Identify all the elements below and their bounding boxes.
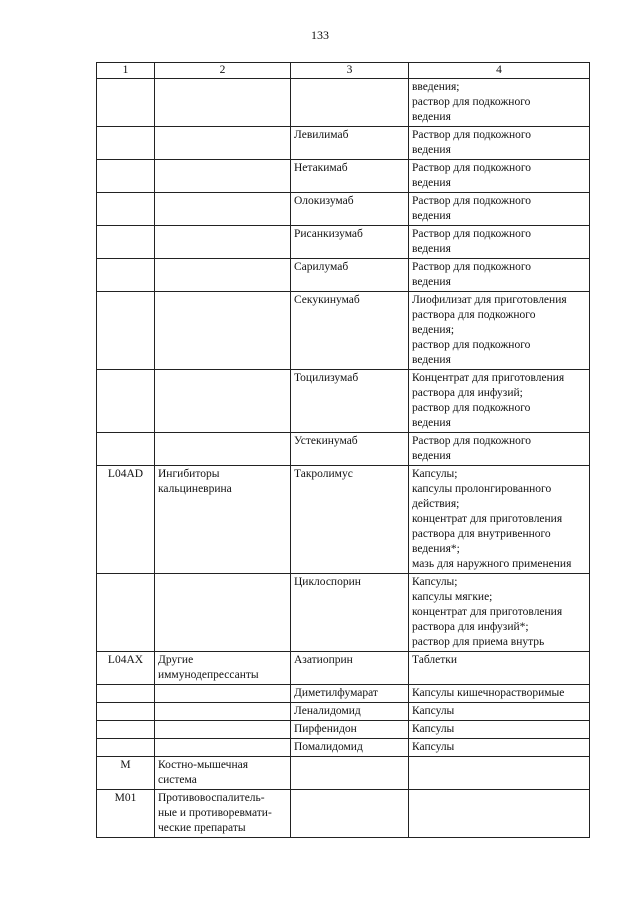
drug-name-cell: Олокизумаб <box>291 193 409 226</box>
group-name-cell <box>155 433 291 466</box>
drug-name-cell: Нетакимаб <box>291 160 409 193</box>
atc-code-cell <box>97 685 155 703</box>
atc-code-cell <box>97 160 155 193</box>
table-row <box>97 226 590 259</box>
page-number: 133 <box>311 28 329 42</box>
dosage-form-cell: Капсулы; капсулы мягкие; концентрат для приготовления раствора для инфузий*; раствор для приема внутрь <box>409 574 590 652</box>
group-name-cell <box>155 160 291 193</box>
drug-list-table <box>96 62 590 838</box>
atc-code-cell <box>97 226 155 259</box>
atc-code-cell: L04AX <box>97 652 155 685</box>
dosage-form-cell: Капсулы <box>409 721 590 739</box>
group-name-cell <box>155 721 291 739</box>
atc-code-cell: L04AD <box>97 466 155 574</box>
drug-name-cell: Секукинумаб <box>291 292 409 370</box>
drug-name-cell: Рисанкизумаб <box>291 226 409 259</box>
table-row <box>97 652 590 685</box>
table-row <box>97 160 590 193</box>
dosage-form-cell: Лиофилизат для приготовления раствора для подкожного ведения; раствор для подкожного ведения <box>409 292 590 370</box>
atc-code-cell <box>97 292 155 370</box>
drug-name-cell: Пирфенидон <box>291 721 409 739</box>
dosage-form-cell: введения; раствор для подкожного ведения <box>409 79 590 127</box>
table-row <box>97 685 590 703</box>
drug-name-cell <box>291 790 409 838</box>
dosage-form-cell: Таблетки <box>409 652 590 685</box>
group-name-cell <box>155 685 291 703</box>
atc-code-cell <box>97 574 155 652</box>
table-row <box>97 703 590 721</box>
drug-name-cell: Тоцилизумаб <box>291 370 409 433</box>
atc-code-cell: M <box>97 757 155 790</box>
drug-name-cell: Леналидомид <box>291 703 409 721</box>
atc-code-cell <box>97 703 155 721</box>
atc-code-cell <box>97 739 155 757</box>
table-row <box>97 370 590 433</box>
atc-code-cell <box>97 721 155 739</box>
table-row <box>97 739 590 757</box>
atc-code-cell <box>97 259 155 292</box>
atc-code-cell <box>97 433 155 466</box>
group-name-cell <box>155 79 291 127</box>
drug-name-cell <box>291 79 409 127</box>
table-row <box>97 193 590 226</box>
table-row <box>97 292 590 370</box>
column-header: 2 <box>155 63 291 79</box>
group-name-cell <box>155 370 291 433</box>
table-header-row <box>97 63 590 79</box>
dosage-form-cell: Раствор для подкожного ведения <box>409 433 590 466</box>
dosage-form-cell: Раствор для подкожного ведения <box>409 259 590 292</box>
dosage-form-cell: Раствор для подкожного ведения <box>409 127 590 160</box>
group-name-cell: Костно-мышечная система <box>155 757 291 790</box>
atc-code-cell <box>97 370 155 433</box>
group-name-cell: Другие иммунодепрессанты <box>155 652 291 685</box>
group-name-cell <box>155 574 291 652</box>
drug-name-cell: Азатиоприн <box>291 652 409 685</box>
drug-name-cell: Сарилумаб <box>291 259 409 292</box>
table-row <box>97 466 590 574</box>
group-name-cell <box>155 259 291 292</box>
dosage-form-cell: Капсулы; капсулы пролонгированного действия; концентрат для приготовления раствора для внутривенного ведения*; мазь для наружного применения <box>409 466 590 574</box>
column-header: 4 <box>409 63 590 79</box>
group-name-cell <box>155 127 291 160</box>
drug-name-cell: Циклоспорин <box>291 574 409 652</box>
drug-name-cell: Помалидомид <box>291 739 409 757</box>
atc-code-cell <box>97 79 155 127</box>
table-row <box>97 433 590 466</box>
group-name-cell: Ингибиторы кальциневрина <box>155 466 291 574</box>
group-name-cell <box>155 193 291 226</box>
dosage-form-cell <box>409 757 590 790</box>
column-header: 3 <box>291 63 409 79</box>
group-name-cell <box>155 292 291 370</box>
table-row <box>97 757 590 790</box>
group-name-cell <box>155 703 291 721</box>
table-row <box>97 127 590 160</box>
dosage-form-cell: Раствор для подкожного ведения <box>409 193 590 226</box>
drug-name-cell: Диметилфумарат <box>291 685 409 703</box>
drug-name-cell: Такролимус <box>291 466 409 574</box>
table-body <box>97 79 590 838</box>
dosage-form-cell: Концентрат для приготовления раствора для инфузий; раствор для подкожного ведения <box>409 370 590 433</box>
dosage-form-cell: Раствор для подкожного ведения <box>409 226 590 259</box>
table-row <box>97 574 590 652</box>
table-row <box>97 259 590 292</box>
drug-name-cell <box>291 757 409 790</box>
table-row <box>97 79 590 127</box>
atc-code-cell: M01 <box>97 790 155 838</box>
table-row <box>97 790 590 838</box>
column-header: 1 <box>97 63 155 79</box>
table-row <box>97 721 590 739</box>
drug-name-cell: Устекинумаб <box>291 433 409 466</box>
group-name-cell: Противовоспалитель- ные и противоревмати- ческие препараты <box>155 790 291 838</box>
atc-code-cell <box>97 193 155 226</box>
group-name-cell <box>155 226 291 259</box>
dosage-form-cell: Раствор для подкожного ведения <box>409 160 590 193</box>
atc-code-cell <box>97 127 155 160</box>
drug-name-cell: Левилимаб <box>291 127 409 160</box>
group-name-cell <box>155 739 291 757</box>
dosage-form-cell: Капсулы кишечнорастворимые <box>409 685 590 703</box>
dosage-form-cell <box>409 790 590 838</box>
dosage-form-cell: Капсулы <box>409 739 590 757</box>
dosage-form-cell: Капсулы <box>409 703 590 721</box>
